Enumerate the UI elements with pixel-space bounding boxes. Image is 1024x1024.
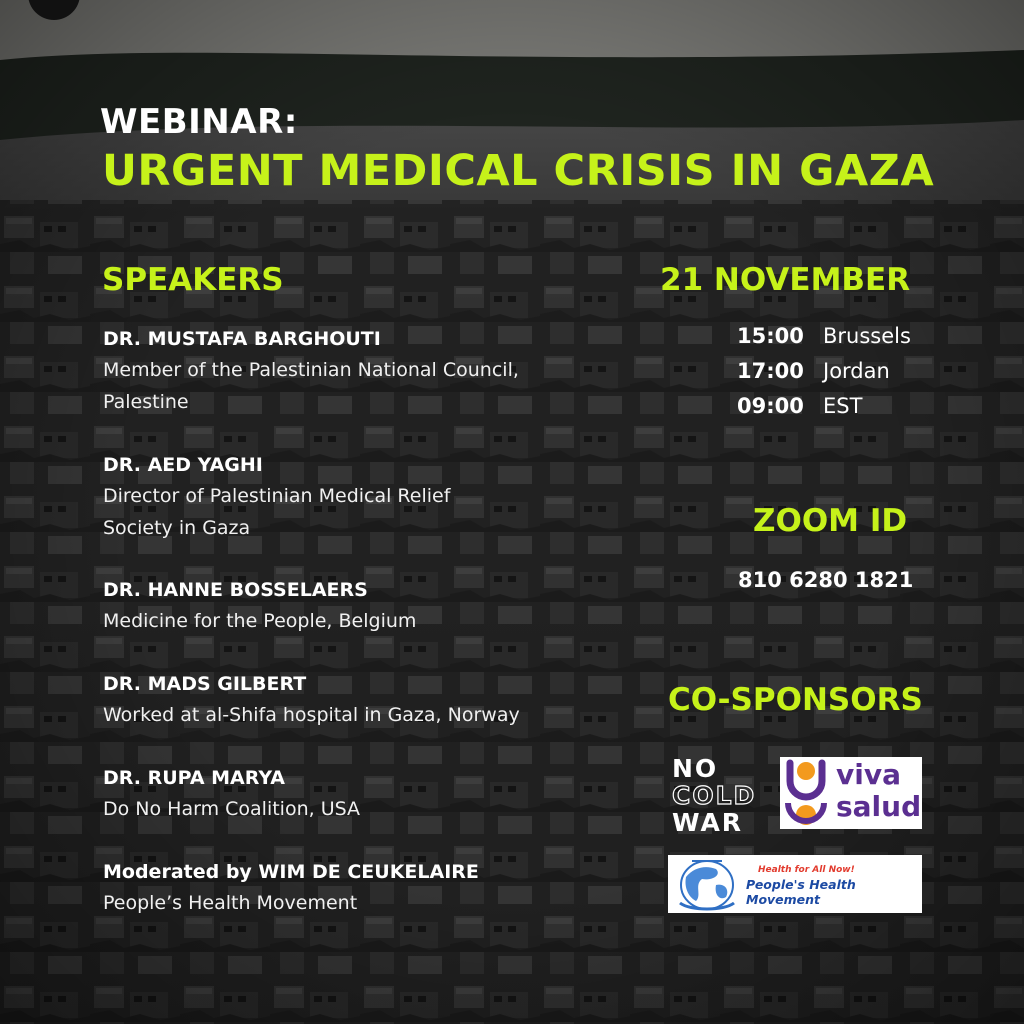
speaker-name: DR. HANNE BOSSELAERS	[103, 579, 368, 601]
speaker-role: Worked at al-Shifa hospital in Gaza, Norway	[103, 704, 520, 726]
viva-salud-figure-icon	[780, 757, 832, 829]
speaker-name: DR. RUPA MARYA	[103, 767, 285, 789]
zoom-id: 810 6280 1821	[738, 568, 914, 592]
speaker-entry	[103, 452, 583, 544]
event-date: 21 NOVEMBER	[660, 262, 911, 298]
no-cold-war-logo	[672, 755, 756, 836]
main-title: URGENT MEDICAL CRISIS IN GAZA	[102, 146, 935, 196]
globe-hands-icon	[672, 855, 742, 913]
time-value: 15:00	[737, 324, 804, 348]
time-row	[737, 392, 862, 420]
phm-tagline: Health for All Now!	[758, 865, 855, 875]
speaker-name: DR. AED YAGHI	[103, 454, 263, 476]
time-value: 17:00	[737, 359, 804, 383]
speaker-entry	[103, 765, 583, 825]
time-row	[737, 357, 890, 385]
speaker-entry	[103, 326, 583, 418]
time-zone: EST	[823, 394, 863, 418]
time-zone: Jordan	[823, 359, 890, 383]
logo-word: NO	[672, 754, 719, 783]
speaker-entry	[103, 671, 583, 731]
time-zone: Brussels	[823, 324, 911, 348]
peoples-health-movement-logo	[668, 855, 922, 913]
speaker-role: Medicine for the People, Belgium	[103, 610, 417, 632]
speaker-entry	[103, 577, 583, 637]
logo-word: COLD	[672, 781, 757, 810]
speaker-role: Do No Harm Coalition, USA	[103, 798, 361, 820]
time-value: 09:00	[737, 394, 804, 418]
phm-wordmark: People's Health Movement	[746, 877, 856, 907]
moderator-org: People’s Health Movement	[103, 892, 358, 914]
speaker-name: DR. MUSTAFA BARGHOUTI	[103, 328, 381, 350]
cosponsors-heading: CO-SPONSORS	[668, 682, 923, 718]
logo-word: salud	[836, 790, 922, 823]
speakers-heading: SPEAKERS	[102, 262, 284, 298]
webinar-label: WEBINAR:	[100, 102, 298, 142]
time-row	[737, 322, 911, 350]
logo-word: WAR	[672, 808, 744, 837]
moderator-entry	[103, 859, 583, 919]
speaker-role: Member of the Palestinian National Council, Palestine	[103, 359, 519, 413]
speaker-role: Director of Palestinian Medical Relief Society in Gaza	[103, 485, 451, 539]
logo-word: viva	[836, 758, 901, 791]
zoom-heading: ZOOM ID	[753, 503, 908, 539]
speaker-name: DR. MADS GILBERT	[103, 673, 307, 695]
viva-salud-logo	[780, 757, 922, 829]
viva-salud-wordmark	[836, 759, 921, 823]
moderator-name: Moderated by WIM DE CEUKELAIRE	[103, 861, 479, 883]
